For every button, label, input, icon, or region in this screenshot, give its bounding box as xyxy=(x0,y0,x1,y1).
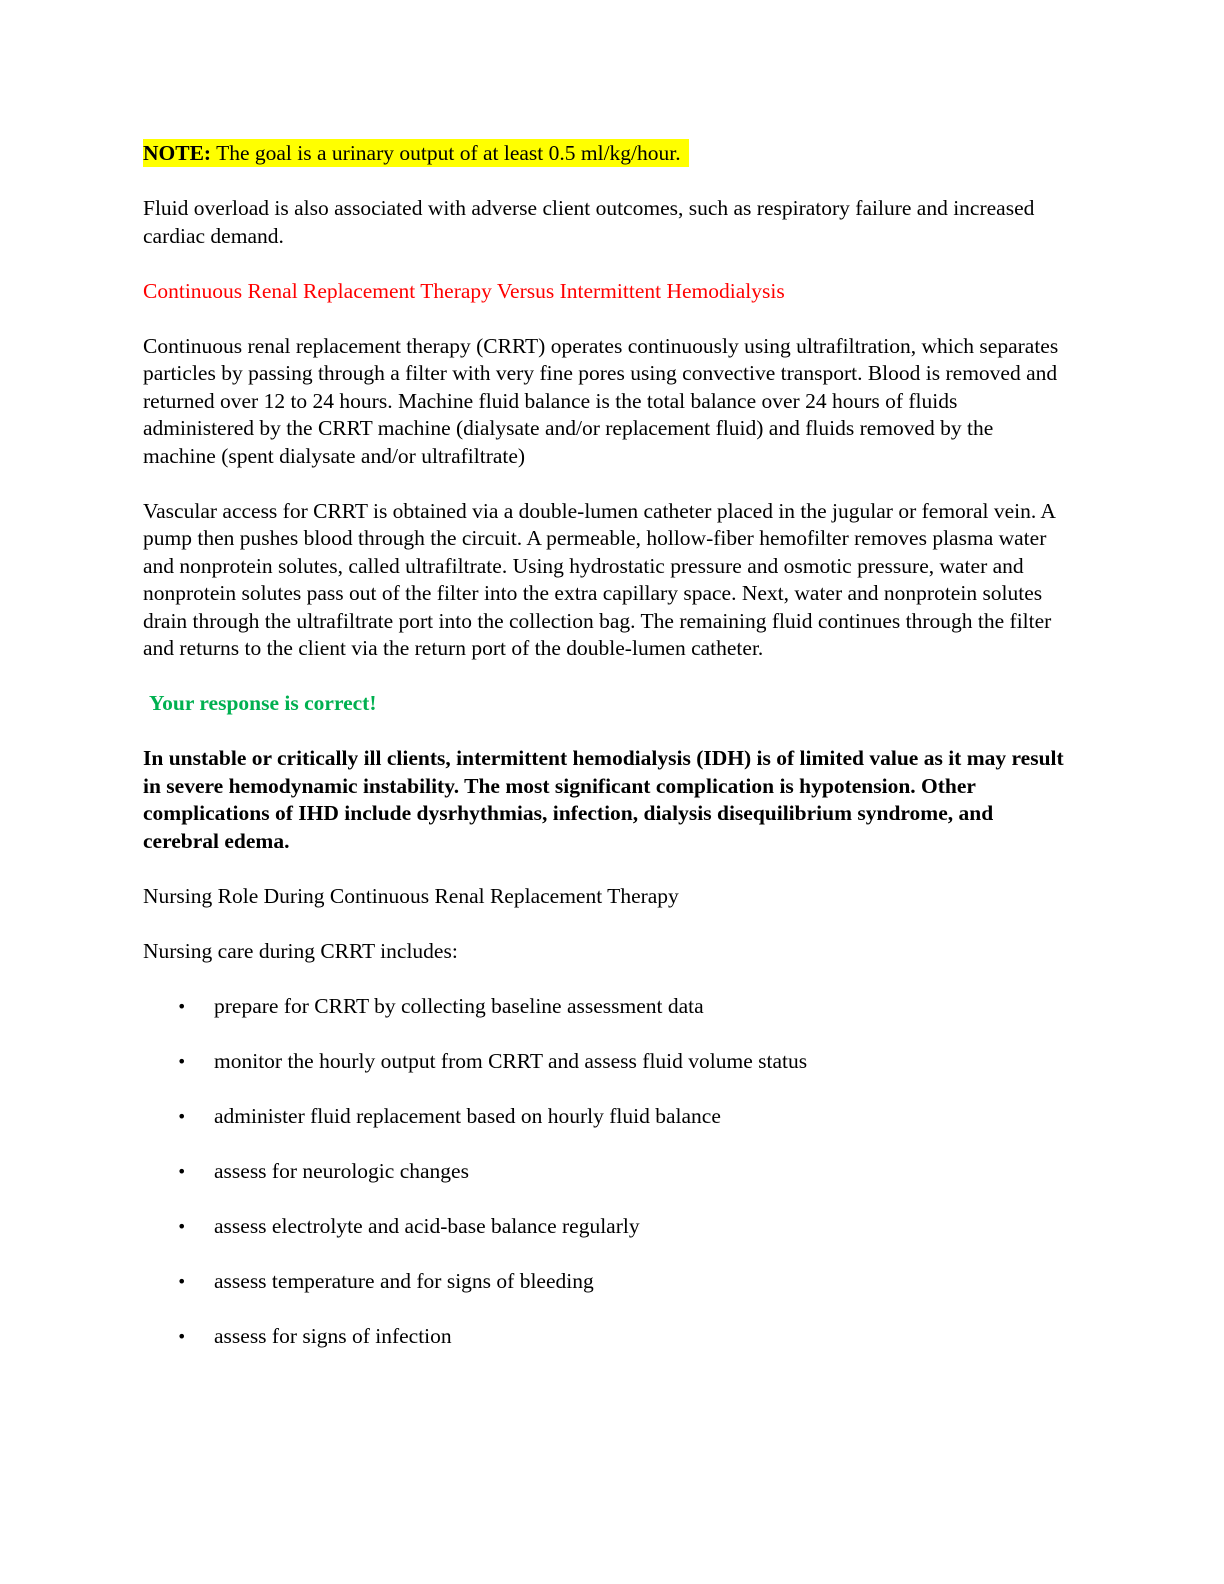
bullet-icon: • xyxy=(177,996,187,1016)
note-label: NOTE: xyxy=(143,141,212,165)
note-text: The goal is a urinary output of at least 0.5 ml/kg/hour. xyxy=(211,141,681,165)
document-page xyxy=(143,140,1068,1378)
crrt-description-paragraph: Continuous renal replacement therapy (CRRT) operates continuously using ultrafiltration, which separates particles by passing through a filter with very fine pores using convective transport. Blood is removed and returned over 12 to 24 hours. Machine fluid balance is the total balance over 24 hours of fluids administered by the CRRT machine (dialysate and/or replacement fluid) and fluids removed by the machine (spent dialysate and/or ultrafiltrate) xyxy=(143,333,1059,468)
list-item-text: assess electrolyte and acid-base balance regularly xyxy=(214,1213,640,1238)
bullet-icon: • xyxy=(177,1271,187,1291)
bullet-icon: • xyxy=(177,1161,187,1181)
list-item xyxy=(143,1268,1068,1296)
list-item-text: monitor the hourly output from CRRT and assess fluid volume status xyxy=(214,1048,808,1073)
list-item xyxy=(143,1323,1068,1351)
ihd-explanation-paragraph: In unstable or critically ill clients, intermittent hemodialysis (IDH) is of limited value as it may result in severe hemodynamic instability. The most significant complication is hypotension. Other complications of IHD include dysrhythmias, infection, dialysis disequilibrium syndrome, and cerebral edema. xyxy=(143,746,1064,853)
list-item-text: assess for neurologic changes xyxy=(214,1158,469,1183)
list-item xyxy=(143,1048,1068,1076)
list-item xyxy=(143,1103,1068,1131)
list-item-text: administer fluid replacement based on hourly fluid balance xyxy=(214,1103,721,1128)
note-highlight xyxy=(143,139,689,167)
nursing-care-list xyxy=(143,993,1068,1351)
bullet-icon: • xyxy=(177,1106,187,1126)
bullet-icon: • xyxy=(177,1051,187,1071)
list-item-text: prepare for CRRT by collecting baseline assessment data xyxy=(214,993,704,1018)
vascular-access-paragraph: Vascular access for CRRT is obtained via a double-lumen catheter placed in the jugular or femoral vein. A pump then pushes blood through the circuit. A permeable, hollow-fiber hemofilter removes plasma water and nonprotein solutes, called ultrafiltrate. Using hydrostatic pressure and osmotic pressure, water and nonprotein solutes pass out of the filter into the extra capillary space. Next, water and nonprotein solutes drain through the ultrafiltrate port into the collection bag. The remaining fluid continues through the filter and returns to the client via the return port of the double-lumen catheter. xyxy=(143,498,1055,660)
correct-feedback: Your response is correct! xyxy=(149,691,377,715)
list-item xyxy=(143,1158,1068,1186)
nursing-care-intro: Nursing care during CRRT includes: xyxy=(143,938,458,963)
list-item-text: assess temperature and for signs of bleeding xyxy=(214,1268,594,1293)
note-paragraph xyxy=(143,140,1068,168)
section-heading: Continuous Renal Replacement Therapy Versus Intermittent Hemodialysis xyxy=(143,278,785,303)
list-item xyxy=(143,993,1068,1021)
list-item xyxy=(143,1213,1068,1241)
nursing-role-heading: Nursing Role During Continuous Renal Replacement Therapy xyxy=(143,883,679,908)
bullet-icon: • xyxy=(177,1216,187,1236)
fluid-overload-paragraph: Fluid overload is also associated with adverse client outcomes, such as respiratory failure and increased cardiac demand. xyxy=(143,196,1035,248)
list-item-text: assess for signs of infection xyxy=(214,1323,452,1348)
bullet-icon: • xyxy=(177,1326,187,1346)
